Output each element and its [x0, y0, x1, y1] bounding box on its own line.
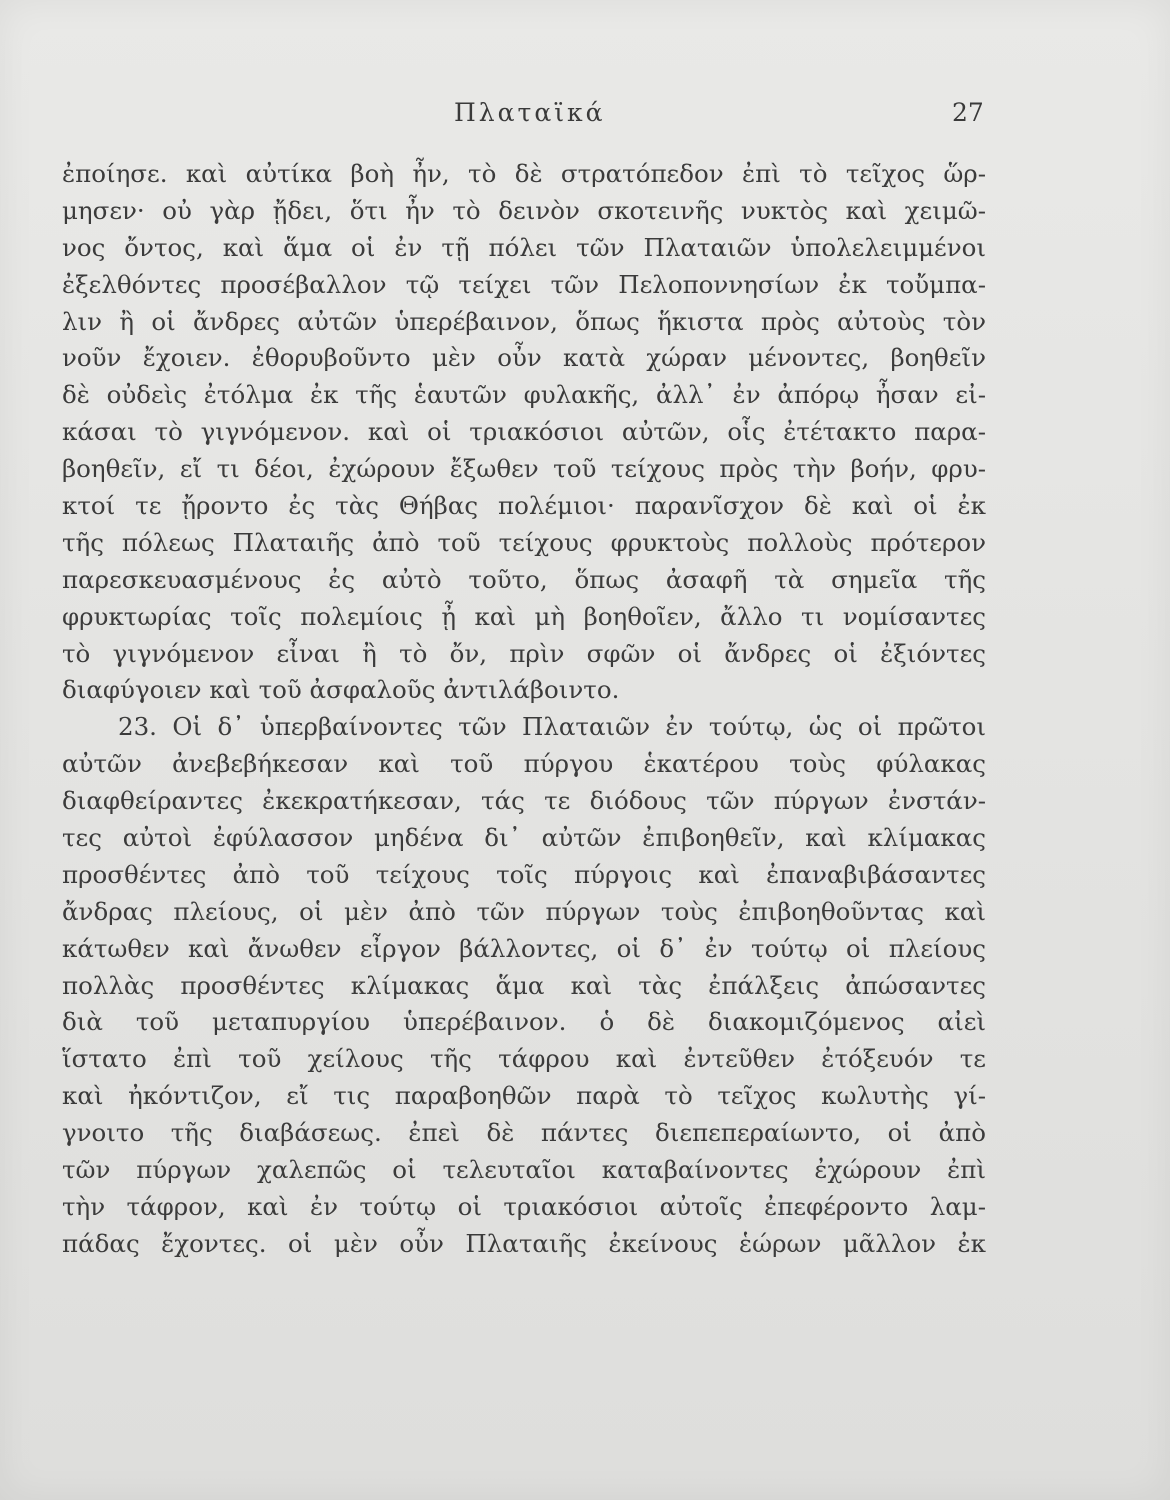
text-line: κάτωθεν καὶ ἄνωθεν εἶργον βάλλοντες, οἱ δ᾽ ἐν τούτῳ οἱ πλείους — [62, 933, 986, 963]
text-line: λιν ἢ οἱ ἄνδρες αὐτῶν ὑπερέβαινον, ὅπως ἥκιστα πρὸς αὐτοὺς τὸν — [62, 306, 986, 336]
text-line: κάσαι τὸ γιγνόμενον. καὶ οἱ τριακόσιοι αὐτῶν, οἷς ἐτέτακτο παρα- — [62, 417, 986, 447]
text-line: δὲ οὐδεὶς ἐτόλμα ἐκ τῆς ἑαυτῶν φυλακῆς, ἀλλ᾽ ἐν ἀπόρῳ ἦσαν εἰ- — [62, 380, 986, 410]
running-head — [0, 96, 1170, 136]
text-line: 23. Οἱ δ᾽ ὑπερβαίνοντες τῶν Πλαταιῶν ἐν τούτῳ, ὡς οἱ πρῶτοι — [118, 712, 986, 742]
text-line: τες αὐτοὶ ἐφύλασσον μηδένα δι᾽ αὐτῶν ἐπιβοηθεῖν, καὶ κλίμακας — [62, 823, 986, 853]
text-line: ἄνδρας πλείους, οἱ μὲν ἀπὸ τῶν πύργων τοὺς ἐπιβοηθοῦντας καὶ — [62, 896, 986, 926]
text-line: κτοί τε ᾔροντο ἐς τὰς Θήβας πολέμιοι· παρανῖσχον δὲ καὶ οἱ ἐκ — [62, 491, 986, 521]
text-line: νος ὄντος, καὶ ἅμα οἱ ἐν τῇ πόλει τῶν Πλαταιῶν ὑπολελειμμένοι — [62, 232, 986, 262]
text-line: τῆς πόλεως Πλαταιῆς ἀπὸ τοῦ τείχους φρυκτοὺς πολλοὺς πρότερον — [62, 527, 986, 557]
text-line: ἐποίησε. καὶ αὐτίκα βοὴ ἦν, τὸ δὲ στρατόπεδον ἐπὶ τὸ τεῖχος ὥρ- — [62, 159, 986, 188]
text-line: προσθέντες ἀπὸ τοῦ τείχους τοῖς πύργοις καὶ ἐπαναβιβάσαντες — [62, 859, 986, 889]
text-line: ἵστατο ἐπὶ τοῦ χείλους τῆς τάφρου καὶ ἐντεῦθεν ἐτόξευόν τε — [62, 1044, 986, 1074]
text-line: ἐξελθόντες προσέβαλλον τῷ τείχει τῶν Πελοποννησίων ἐκ τοὔμπα- — [62, 269, 986, 299]
text-line: διαφύγοιεν καὶ τοῦ ἀσφαλοῦς ἀντιλάβοιντο. — [62, 675, 620, 705]
text-line: πάδας ἔχοντες. οἱ μὲν οὖν Πλαταιῆς ἐκείνους ἑώρων μᾶλλον ἐκ — [62, 1228, 986, 1258]
text-line: αὐτῶν ἀνεβεβήκεσαν καὶ τοῦ πύργου ἑκατέρου τοὺς φύλακας — [62, 749, 986, 779]
text-line: μησεν· οὐ γὰρ ᾔδει, ὅτι ἦν τὸ δεινὸν σκοτεινῆς νυκτὸς καὶ χειμῶ- — [62, 195, 986, 225]
text-line: τὸ γιγνόμενον εἶναι ἢ τὸ ὄν, πρὶν σφῶν οἱ ἄνδρες οἱ ἐξιόντες — [62, 638, 986, 668]
text-line: βοηθεῖν, εἴ τι δέοι, ἐχώρουν ἔξωθεν τοῦ τείχους πρὸς τὴν βοήν, φρυ- — [62, 454, 986, 484]
text-line: πολλὰς προσθέντες κλίμακας ἅμα καὶ τὰς ἐπάλξεις ἀπώσαντες — [62, 970, 986, 1000]
text-line: τῶν πύργων χαλεπῶς οἱ τελευταῖοι καταβαίνοντες ἐχώρουν ἐπὶ — [62, 1155, 986, 1185]
running-title: Πλαταϊκά — [454, 98, 606, 127]
text-line: τὴν τάφρον, καὶ ἐν τούτῳ οἱ τριακόσιοι αὐτοῖς ἐπεφέροντο λαμ- — [62, 1191, 986, 1221]
text-line: διὰ τοῦ μεταπυργίου ὑπερέβαινον. ὁ δὲ διακομιζόμενος αἰεὶ — [62, 1007, 986, 1037]
text-line: καὶ ἠκόντιζον, εἴ τις παραβοηθῶν παρὰ τὸ τεῖχος κωλυτὴς γί- — [62, 1081, 986, 1111]
page-number: 27 — [952, 98, 984, 127]
text-line: διαφθείραντες ἐκεκρατήκεσαν, τάς τε διόδους τῶν πύργων ἐνστάν- — [62, 786, 986, 816]
text-line: φρυκτωρίας τοῖς πολεμίοις ᾖ καὶ μὴ βοηθοῖεν, ἄλλο τι νομίσαντες — [62, 601, 986, 631]
text-line: γνοιτο τῆς διαβάσεως. ἐπεὶ δὲ πάντες διεπεπεραίωντο, οἱ ἀπὸ — [62, 1118, 986, 1148]
paragraph-2 — [62, 709, 986, 1262]
text-line: νοῦν ἔχοιεν. ἐθορυβοῦντο μὲν οὖν κατὰ χώραν μένοντες, βοηθεῖν — [62, 343, 986, 373]
body-text — [62, 156, 986, 1263]
paragraph-1 — [62, 156, 986, 709]
text-line: παρεσκευασμένους ἐς αὐτὸ τοῦτο, ὅπως ἀσαφῆ τὰ σημεῖα τῆς — [62, 564, 986, 594]
